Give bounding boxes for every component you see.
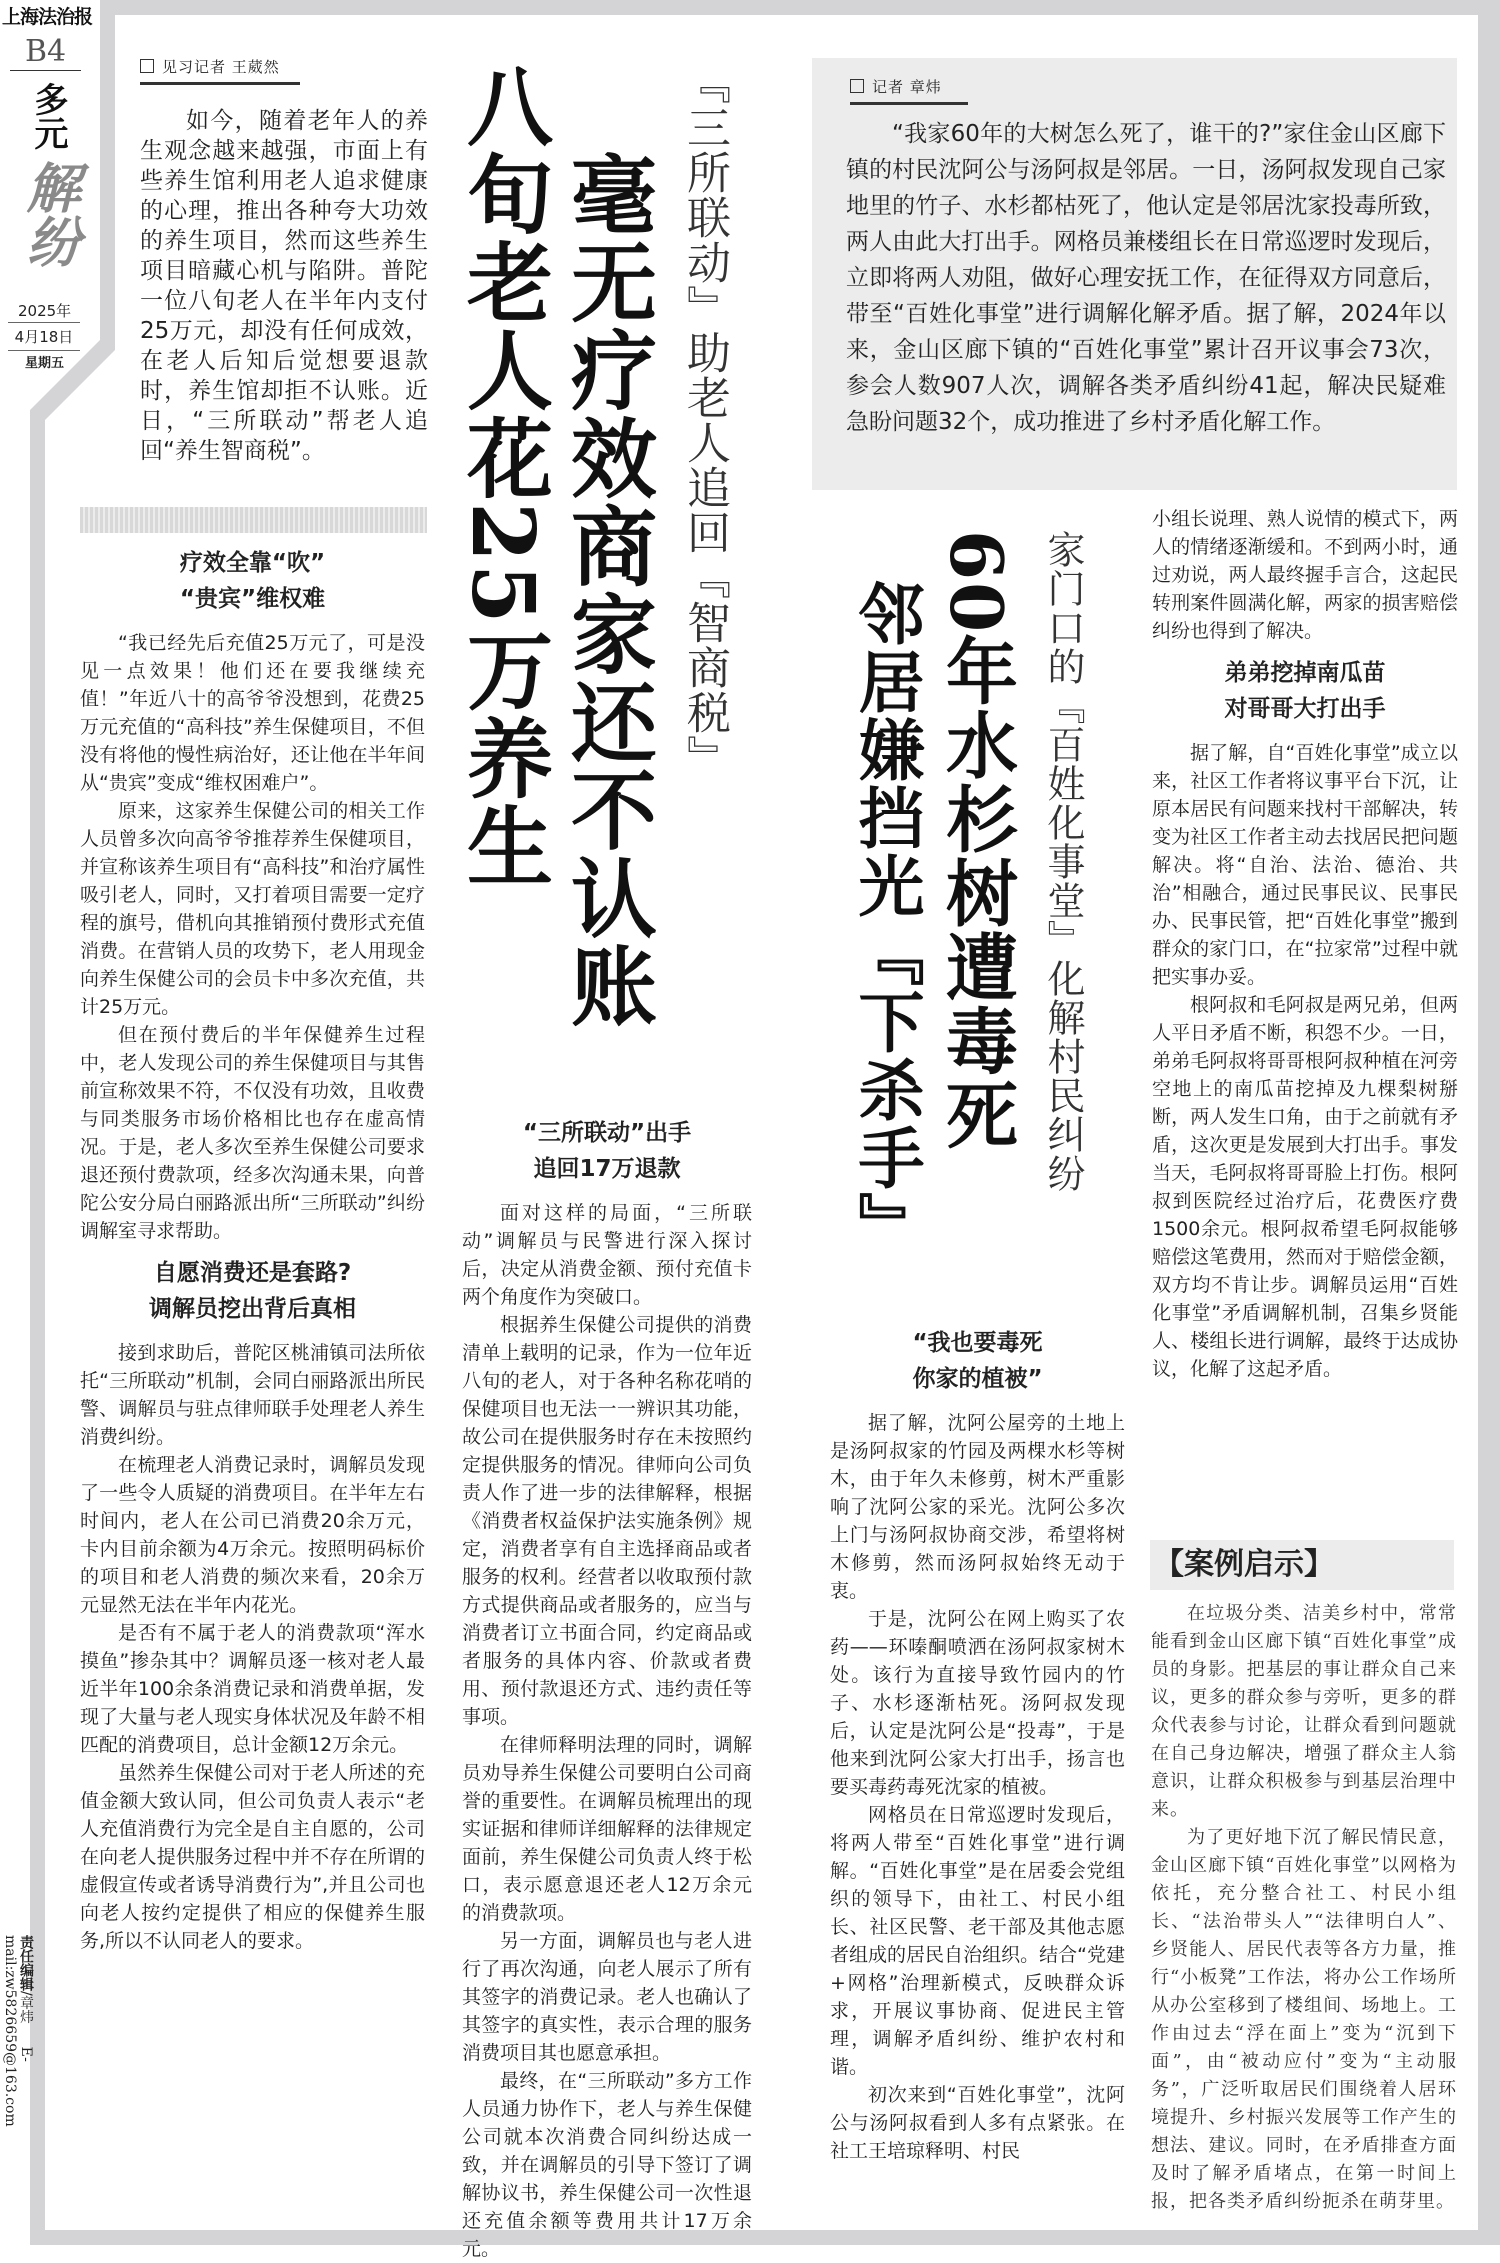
paragraph: 虽然养生保健公司对于老人所述的充值金额大致认同，但公司负责人表示“老人充值消费行为完全是自主自愿的，公司在向老人提供服务过程中并不存在所谓的虚假宣传或者诱导消费行为”,并且公司也向老人按约定提供了相应的保健养生服务,所以不认同老人的要求。: [80, 1762, 425, 1952]
paragraph: 初次来到“百姓化事堂”，沈阿公与汤阿叔看到人多有点紧张。在社工王培琼释明、村民: [830, 2084, 1125, 2162]
story2-section2-heading: [1152, 655, 1458, 727]
byline-box-icon: [850, 79, 864, 93]
paragraph: 网格员在日常巡逻时发现后，将两人带至“百姓化事堂”进行调解。“百姓化事堂”是在居委会党组织的领导下，由社工、村民小组长、社区民警、老干部及其他志愿者组成的居民自治组织。结合“党建+网格”治理新模式，反映群众诉求，开展议事协商、促进民主管理，调解矛盾纠纷、维护农村和谐。: [830, 1804, 1125, 2078]
story2-section1-heading: [830, 1325, 1125, 1397]
paragraph: 在律师释明法理的同时，调解员劝导养生保健公司要明白公司商誉的重要性。在调解员梳理出的现实证据和律师详细解释的法律规定面前，养生保健公司负责人终于松口，表示愿意退还老人12万余元的消费款项。: [462, 1734, 752, 1924]
editor-email: E-mail:zw5826659@163.com: [2, 1935, 34, 2127]
story1-section3-heading: [462, 1115, 752, 1187]
heading-line: 调解员挖出背后真相: [149, 1296, 356, 1322]
heading-line: 你家的植被”: [912, 1366, 1043, 1392]
heading-line: 弟弟挖掉南瓜苗: [1224, 660, 1386, 686]
story1-column1: [80, 545, 425, 1955]
paragraph: 据了解，自“百姓化事堂”成立以来，社区工作者将议事平台下沉，让原本居民有问题来找村干部解决，转变为社区工作者主动去找居民把问题解决。将“自治、法治、德治、共治”相融合，通过民事民议、民事民办、民事民管，把“百姓化事堂”搬到群众的家门口，在“拉家常”过程中就把实事办妥。: [1152, 742, 1458, 988]
paragraph: 另一方面，调解员也与老人进行了再次沟通，向老人展示了所有其签字的消费记录。老人也确认了其签字的真实性，表示合理的服务消费项目其也愿意承担。: [462, 1930, 752, 2064]
heading-line: “三所联动”出手: [522, 1120, 692, 1146]
paragraph: 原来，这家养生保健公司的相关工作人员曾多次向高爷爷推荐养生保健项目，并宣称该养生项目有“高科技”和治疗属性吸引老人，同时，又打着项目需要一定疗程的旗号，借机向其推销预付费形式充值消费。在营销人员的攻势下，老人用现金向养生保健公司的会员卡中多次充值，共计25万元。: [80, 800, 425, 1018]
editor-credit: [2, 1935, 34, 2253]
heading-line: 追回17万退款: [533, 1156, 681, 1182]
sidebar-divider: [10, 70, 81, 71]
case-insight-body: [1151, 1600, 1457, 2216]
story2-subtitle: 家门口的『百姓化事堂』化解村民纠纷: [1041, 530, 1085, 1193]
paragraph: 面对这样的局面，“三所联动”调解员与民警进行深入探讨后，决定从消费金额、预付充值卡两个角度作为突破口。: [462, 1202, 752, 1308]
story2-headline-line2: 邻居嫌挡光『下杀手』: [847, 580, 925, 1260]
heading-line: “贵宾”维权难: [179, 586, 326, 612]
paragraph-continued: 小组长说理、熟人说情的模式下，两人的情绪逐渐缓和。不到两小时，通过劝说，两人最终握手言合，这起民转刑案件圆满化解，两家的损害赔偿纠纷也得到了解决。: [1152, 508, 1458, 642]
issue-weekday: 星期五: [25, 356, 65, 371]
story1-intro: [140, 106, 428, 466]
story2-lead-text: “我家60年的大树怎么死了，谁干的?”家住金山区廊下镇的村民沈阿公与汤阿叔是邻居。一日，汤阿叔发现自己家地里的竹子、水杉都枯死了，他认定是邻居沈家投毒所致，两人由此大打出手。网格员兼楼组长在日常巡逻时发现后，立即将两人劝阻，做好心理安抚工作，在征得双方同意后，带至“百姓化事堂”进行调解化解矛盾。据了解，2024年以来，金山区廊下镇的“百姓化事堂”累计召开议事会73次，参会人数907人次，调解各类矛盾纠纷41起，解决民疑难急盼问题32个，成功推进了乡村矛盾化解工作。: [846, 121, 1446, 435]
paragraph: 于是，沈阿公在网上购买了农药——环嗪酮喷洒在汤阿叔家树木处。该行为直接导致竹园内的竹子、水杉逐渐枯死。汤阿叔发现后，认定是沈阿公是“投毒”，于是他来到沈阿公家大打出手，扬言也要买毒药毒死沈家的植被。: [830, 1608, 1125, 1798]
story2-column2: [1152, 505, 1458, 1383]
paragraph: 在垃圾分类、洁美乡村中，常常能看到金山区廊下镇“百姓化事堂”成员的身影。把基层的事让群众自己来议，更多的群众参与旁听，更多的群众代表参与讨论，让群众看到问题就在自己身边解决，增强了群众主人翁意识，让群众积极参与到基层治理中来。: [1151, 1603, 1457, 1820]
byline-box-icon: [140, 59, 154, 73]
paragraph: 是否有不属于老人的消费款项“浑水摸鱼”掺杂其中？调解员逐一核对老人最近半年100余条消费记录和消费单据，发现了大量与老人现实身体状况及年龄不相匹配的消费项目，总计金额12万余元。: [80, 1622, 425, 1756]
case-insight-title: 【案例启示】: [1150, 1540, 1454, 1590]
section-name-primary: 多元: [28, 82, 68, 150]
paragraph: 根据养生保健公司提供的消费清单上载明的记录，作为一位年近八旬的老人，对于各种名称花哨的保健项目也无法一一辨识其功能，故公司在提供服务时存在未按照约定提供服务的情况。律师向公司负责人作了进一步的法律解释，根据《消费者权益保护法实施条例》规定，消费者享有自主选择商品或者服务的权利。经营者以收取预付款方式提供商品或者服务的，应当与消费者订立书面合同，约定商品或者服务的具体内容、价款或者费用、预付款退还方式、违约责任等事项。: [462, 1314, 752, 1728]
page-number: B4: [25, 34, 67, 69]
story1-intro-text: 如今，随着老年人的养生观念越来越强，市面上有些养生馆利用老人追求健康的心理，推出各种夸大功效的养生项目，然而这些养生项目暗藏心机与陷阱。普陀一位八旬老人在半年内支付25万元，却没有任何成效，在老人后知后觉想要退款时，养生馆却拒不认账。近日，“三所联动”帮老人追回“养生智商税”。: [140, 108, 428, 464]
story2-column1: [830, 1325, 1125, 2165]
story1-headline-line2: 毫无疗效商家还不认账: [556, 150, 657, 1030]
paragraph: 根阿叔和毛阿叔是两兄弟，但两人平日矛盾不断，积怨不少。一日，弟弟毛阿叔将哥哥根阿叔种植在河旁空地上的南瓜苗挖掉及九棵梨树掰断，两人发生口角，由于之前就有矛盾，这次更是发展到大打出手。事发当天，毛阿叔将哥哥脸上打伤。根阿叔到医院经过治疗后，花费医疗费1500余元。根阿叔希望毛阿叔能够赔偿这笔费用，然而对于赔偿金额，双方均不肯让步。调解员运用“百姓化事堂”矛盾调解机制，召集乡贤能人、楼组长进行调解，最终于达成协议，化解了这起矛盾。: [1152, 994, 1458, 1380]
story2-headline-line1: 60年水杉树遭毒死: [934, 530, 1019, 1153]
story1-intro-separator: [80, 507, 427, 533]
paragraph: 为了更好地下沉了解民情民意，金山区廊下镇“百姓化事堂”以网格为依托，充分整合社工、村民小组长、“法治带头人”“法律明白人”、乡贤能人、居民代表等各方力量，推行“小板凳”工作法，将办公工作场所从办公室移到了楼组间、场地上。工作由过去“浮在面上”变为“沉到下面”，由“被动应付”变为“主动服务”，广泛听取居民们围绕着人居环境提升、乡村振兴发展等工作产生的想法、建议。同时，在矛盾排查方面及时了解矛盾堵点，在第一时间上报，把各类矛盾纠纷扼杀在萌芽里。: [1151, 1827, 1457, 2212]
story1-headline-line1: 八旬老人花25万养生: [452, 62, 553, 890]
heading-line: 自愿消费还是套路?: [153, 1260, 352, 1286]
story1-column2: [462, 1115, 752, 2263]
issue-date: 4月18日: [8, 322, 80, 351]
story2-lead: [846, 116, 1446, 440]
story1-section2-heading: [80, 1255, 425, 1327]
section-name-calligraphy: 解纷: [18, 160, 82, 268]
editor-name: /章炜: [18, 1991, 34, 2024]
story2-byline-text: 记者 章炜: [872, 78, 942, 96]
editor-label: 责任编辑: [18, 1935, 34, 1991]
paragraph: 但在预付费后的半年保健养生过程中，老人发现公司的养生保健项目与其售前宣称效果不符，不仅没有功效，且收费与同类服务市场价格相比也存在虚高情况。于是，老人多次至养生保健公司要求退还预付费款项，经多次沟通未果，向普陀公安分局白丽路派出所“三所联动”纠纷调解室寻求帮助。: [80, 1024, 425, 1242]
heading-line: 对哥哥大打出手: [1224, 696, 1386, 722]
story2-byline: [850, 76, 968, 105]
story1-byline: [140, 56, 300, 85]
paragraph: “我已经先后充值25万元了，可是没见一点效果！他们还在要我继续充值！”年近八十的高爷爷没想到，花费25万元充值的“高科技”养生保健项目，不但没有将他的慢性病治好，还让他在半年间从“贵宾”变成“维权困难户”。: [80, 632, 425, 794]
story1-subtitle: 『三所联动』助老人追回『智商税』: [679, 60, 730, 780]
paragraph: 最终，在“三所联动”多方工作人员通力协作下，老人与养生保健公司就本次消费合同纠纷达成一致，并在调解员的引导下签订了调解协议书，养生保健公司一次性退还充值余额等费用共计17万余元。: [462, 2070, 752, 2260]
paragraph: 在梳理老人消费记录时，调解员发现了一些令人质疑的消费项目。在半年左右时间内，老人在公司已消费20余万元，卡内目前余额为4万余元。按照明码标价的项目和老人消费的频次来看，20余万元显然无法在半年内花光。: [80, 1454, 425, 1616]
paragraph: 据了解，沈阿公屋旁的土地上是汤阿叔家的竹园及两棵水杉等树木，由于年久未修剪，树木严重影响了沈阿公家的采光。沈阿公多次上门与汤阿叔协商交涉，希望将树木修剪，然而汤阿叔始终无动于衷。: [830, 1412, 1125, 1602]
story1-byline-text: 见习记者 王葳然: [162, 58, 280, 76]
story1-section1-heading: [80, 545, 425, 617]
paragraph: 接到求助后，普陀区桃浦镇司法所依托“三所联动”机制，会同白丽路派出所民警、调解员与驻点律师联手处理老人养生消费纠纷。: [80, 1342, 425, 1448]
newspaper-masthead: 上海法治报: [2, 6, 93, 28]
heading-line: 疗效全靠“吹”: [179, 550, 326, 576]
issue-year: 2025年: [18, 302, 72, 320]
heading-line: “我也要毒死: [912, 1330, 1043, 1356]
